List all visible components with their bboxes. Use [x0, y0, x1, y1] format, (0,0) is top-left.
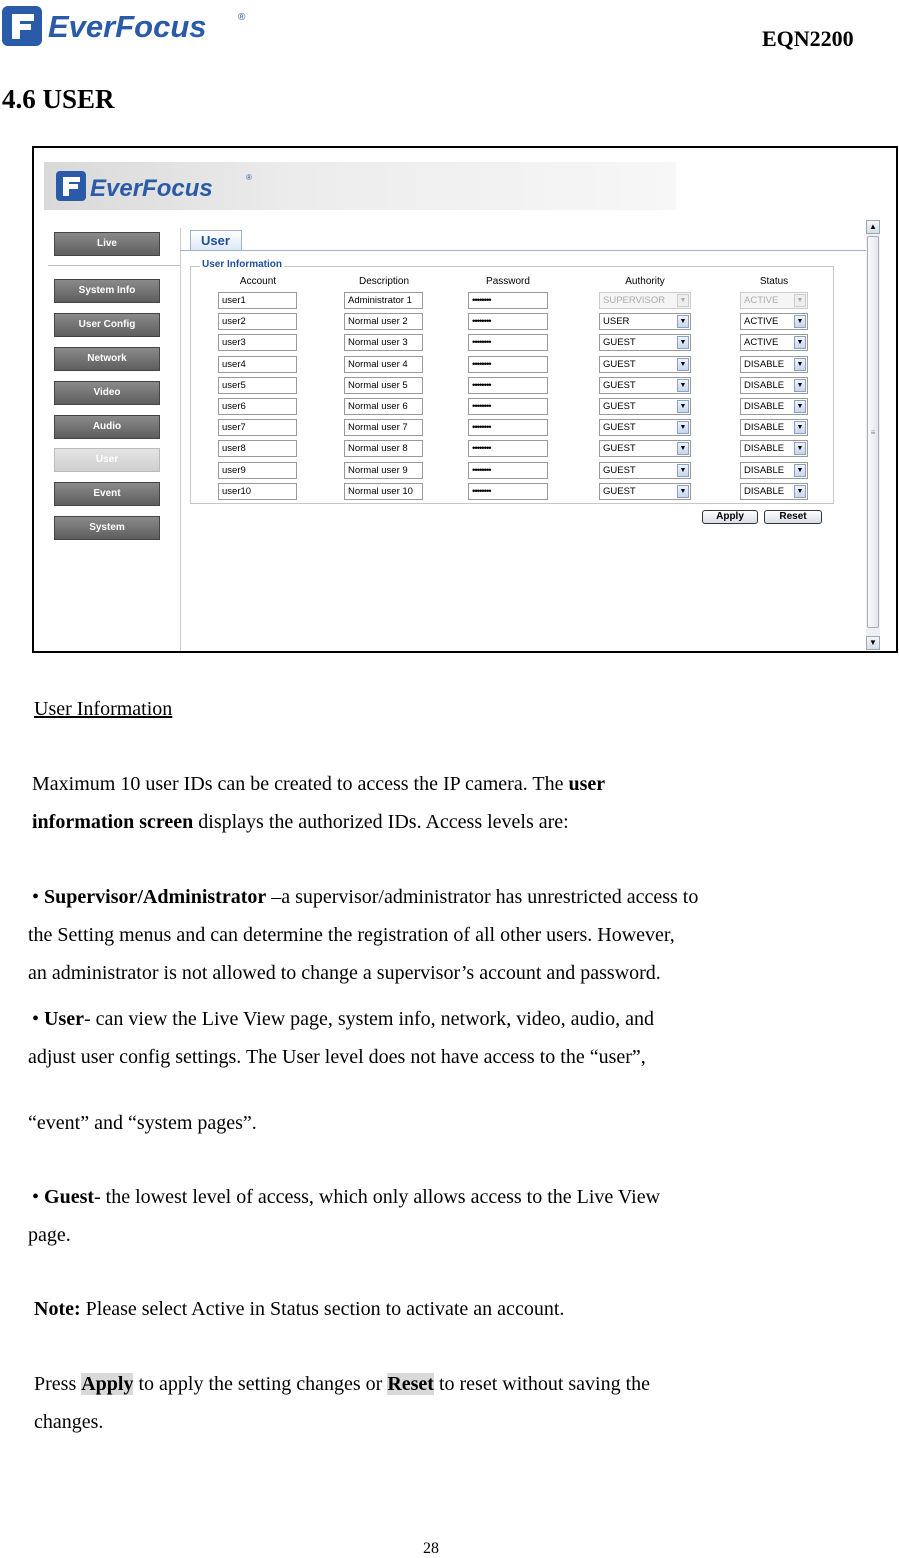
status-select[interactable]	[740, 398, 808, 415]
chevron-down-icon: ▼	[794, 336, 806, 349]
user-row	[34, 398, 834, 416]
chevron-down-icon: ▼	[794, 379, 806, 392]
status-value: DISABLE	[744, 443, 785, 455]
user-row	[34, 419, 834, 437]
chevron-down-icon: ▼	[677, 400, 689, 413]
status-value: DISABLE	[744, 464, 785, 476]
account-input[interactable]: user10	[218, 483, 297, 500]
supervisor-line-2: the Setting menus and can determine the registration of all other users. However,	[28, 924, 675, 946]
user-row	[34, 334, 834, 352]
description-input[interactable]: Normal user 8	[344, 440, 423, 457]
account-input[interactable]: user6	[218, 398, 297, 415]
password-input[interactable]: ••••••••	[468, 483, 548, 500]
page-number: 28	[423, 1540, 439, 1557]
user-row	[34, 292, 834, 310]
status-select[interactable]	[740, 440, 808, 457]
intro-bold: user	[568, 773, 606, 795]
supervisor-term: Supervisor/Administrator	[44, 886, 267, 908]
status-select[interactable]	[740, 356, 808, 373]
account-input[interactable]: user5	[218, 377, 297, 394]
chevron-down-icon: ▼	[677, 464, 689, 477]
press-text-3: to reset without saving the	[433, 1373, 651, 1395]
scroll-down-icon[interactable]: ▼	[866, 636, 880, 650]
everfocus-logo	[2, 4, 252, 48]
description-input[interactable]: Normal user 2	[344, 313, 423, 330]
nav-audio[interactable]: Audio	[54, 415, 160, 439]
bullet: •	[32, 1186, 45, 1208]
nav-system[interactable]: System	[54, 516, 160, 540]
guest-line-1	[32, 1178, 660, 1216]
authority-select[interactable]	[599, 356, 691, 373]
password-input[interactable]: ••••••••	[468, 356, 548, 373]
authority-select[interactable]	[599, 334, 691, 351]
authority-select[interactable]	[599, 398, 691, 415]
authority-value: GUEST	[603, 379, 636, 391]
bullet: •	[32, 1008, 45, 1030]
user-row	[34, 356, 834, 374]
nav-system-info[interactable]: System Info	[54, 279, 160, 303]
chevron-down-icon: ▼	[677, 336, 689, 349]
chevron-down-icon: ▼	[677, 315, 689, 328]
press-text: Press	[34, 1373, 82, 1395]
status-select	[740, 292, 808, 309]
chevron-down-icon: ▼	[677, 421, 689, 434]
account-input[interactable]: user2	[218, 313, 297, 330]
user-row	[34, 483, 834, 501]
authority-value: GUEST	[603, 337, 636, 349]
apply-highlight: Apply	[81, 1373, 134, 1395]
password-input[interactable]: ••••••••	[468, 313, 548, 330]
reset-highlight: Reset	[387, 1373, 434, 1395]
user-row	[34, 377, 834, 395]
status-value: ACTIVE	[744, 337, 779, 349]
model-number: EQN2200	[762, 26, 854, 51]
supervisor-line-1	[32, 878, 698, 916]
chevron-down-icon: ▼	[794, 400, 806, 413]
chevron-down-icon: ▼	[677, 358, 689, 371]
status-value: DISABLE	[744, 379, 785, 391]
scroll-up-icon[interactable]: ▲	[866, 220, 880, 234]
chevron-down-icon: ▼	[677, 442, 689, 455]
intro-bold-2: information screen	[32, 811, 194, 833]
description-input[interactable]: Normal user 5	[344, 377, 423, 394]
press-line-1	[34, 1365, 650, 1403]
user-line-1	[32, 1000, 654, 1038]
authority-value: GUEST	[603, 358, 636, 370]
reset-button[interactable]: Reset	[764, 510, 822, 524]
authority-value: GUEST	[603, 485, 636, 497]
description-input[interactable]: Normal user 3	[344, 334, 423, 351]
svg-text:®: ®	[246, 173, 252, 182]
description-input[interactable]: Normal user 7	[344, 419, 423, 436]
scroll-track[interactable]	[866, 234, 880, 636]
nav-separator	[48, 265, 180, 266]
note-line	[34, 1290, 564, 1328]
intro-line-1	[32, 765, 605, 803]
account-input[interactable]: user4	[218, 356, 297, 373]
supervisor-text: –a supervisor/administrator has unrestricted access to	[266, 886, 699, 908]
account-input[interactable]: user7	[218, 419, 297, 436]
svg-text:EverFocus: EverFocus	[90, 175, 213, 202]
status-value: ACTIVE	[744, 316, 779, 328]
status-select[interactable]	[740, 313, 808, 330]
user-line-2: adjust user config settings. The User level does not have access to the “user”,	[28, 1046, 646, 1068]
status-value: DISABLE	[744, 485, 785, 497]
authority-select[interactable]	[599, 313, 691, 330]
chevron-down-icon: ▼	[794, 464, 806, 477]
user-settings-screenshot	[32, 146, 898, 653]
password-input[interactable]: ••••••••	[468, 334, 548, 351]
user-text: - can view the Live View page, system info, network, video, audio, and	[84, 1008, 654, 1030]
note-label: Note:	[34, 1298, 81, 1320]
web-ui-banner	[44, 162, 676, 210]
password-input[interactable]: ••••••••	[468, 419, 548, 436]
chevron-down-icon: ▼	[794, 421, 806, 434]
status-value: DISABLE	[744, 422, 785, 434]
nav-live[interactable]: Live	[54, 232, 160, 256]
password-input[interactable]: ••••••••	[468, 440, 548, 457]
status-select[interactable]	[740, 377, 808, 394]
press-text-2: to apply the setting changes or	[133, 1373, 388, 1395]
account-input[interactable]: user9	[218, 462, 297, 479]
authority-value: GUEST	[603, 443, 636, 455]
tab-user[interactable]: User	[190, 230, 242, 250]
chevron-down-icon: ▼	[677, 294, 689, 307]
chevron-down-icon: ▼	[794, 294, 806, 307]
chevron-down-icon: ▼	[794, 485, 806, 498]
status-value: DISABLE	[744, 401, 785, 412]
password-input[interactable]: ••••••••	[468, 398, 548, 415]
press-line-2: changes.	[34, 1411, 104, 1433]
vertical-scrollbar[interactable]	[866, 220, 880, 650]
account-input[interactable]: user3	[218, 334, 297, 351]
description-input[interactable]: Normal user 6	[344, 398, 423, 415]
user-row	[34, 462, 834, 480]
svg-text:EverFocus: EverFocus	[48, 9, 207, 44]
status-value: ACTIVE	[744, 295, 779, 306]
description-input[interactable]: Normal user 10	[344, 483, 423, 500]
authority-select[interactable]	[599, 483, 691, 500]
authority-value: GUEST	[603, 401, 636, 412]
description-input[interactable]: Normal user 9	[344, 462, 423, 479]
authority-select[interactable]	[599, 462, 691, 479]
nav-event[interactable]: Event	[54, 482, 160, 506]
guest-text: - the lowest level of access, which only allows access to the Live View	[94, 1186, 661, 1208]
description-input[interactable]: Normal user 4	[344, 356, 423, 373]
note-text: Please select Active in Status section to activate an account.	[80, 1298, 565, 1320]
nav-video[interactable]: Video	[54, 381, 160, 405]
password-input[interactable]: ••••••••	[468, 377, 548, 394]
authority-value: GUEST	[603, 464, 636, 476]
nav-user[interactable]: User	[54, 448, 160, 472]
intro-line-2	[32, 803, 569, 841]
col-authority: Authority	[625, 276, 665, 287]
nav-network[interactable]: Network	[54, 347, 160, 371]
password-input[interactable]: ••••••••	[468, 292, 548, 309]
chevron-down-icon: ▼	[794, 442, 806, 455]
status-value: DISABLE	[744, 358, 785, 370]
user-row	[34, 440, 834, 458]
authority-select[interactable]	[599, 419, 691, 436]
user-information-legend: User Information	[202, 259, 283, 270]
col-password: Password	[486, 276, 530, 287]
apply-button[interactable]: Apply	[702, 510, 758, 524]
intro-text: Maximum 10 user IDs can be created to access the IP camera. The	[32, 773, 569, 795]
col-status: Status	[759, 276, 789, 287]
subheading-user-information: User Information	[34, 698, 173, 720]
chevron-down-icon: ▼	[677, 485, 689, 498]
tab-underline	[180, 250, 866, 251]
status-select[interactable]	[740, 334, 808, 351]
guest-line-2: page.	[28, 1224, 71, 1246]
description-input[interactable]: Administrator 1	[344, 292, 423, 309]
section-title: 4.6 USER	[2, 84, 115, 114]
guest-term: Guest	[44, 1186, 95, 1208]
bullet: •	[32, 886, 45, 908]
account-input[interactable]: user1	[218, 292, 297, 309]
status-select[interactable]	[740, 483, 808, 500]
user-row	[34, 313, 834, 331]
account-input[interactable]: user8	[218, 440, 297, 457]
status-select[interactable]	[740, 419, 808, 436]
authority-select[interactable]	[599, 440, 691, 457]
intro-text-2: displays the authorized IDs. Access levels are:	[193, 811, 569, 833]
user-term: User	[44, 1008, 84, 1030]
scroll-thumb[interactable]: ≡	[867, 236, 879, 628]
everfocus-logo-small	[56, 168, 256, 204]
authority-value: SUPERVISOR	[603, 295, 666, 306]
chevron-down-icon: ▼	[794, 315, 806, 328]
supervisor-line-3: an administrator is not allowed to change a supervisor’s account and password.	[28, 962, 661, 984]
col-description: Description	[358, 276, 410, 287]
chevron-down-icon: ▼	[794, 358, 806, 371]
status-select[interactable]	[740, 462, 808, 479]
svg-text:®: ®	[238, 12, 246, 23]
chevron-down-icon: ▼	[677, 379, 689, 392]
authority-value: GUEST	[603, 422, 636, 434]
authority-select	[599, 292, 691, 309]
authority-value: USER	[603, 316, 630, 328]
password-input[interactable]: ••••••••	[468, 462, 548, 479]
col-account: Account	[239, 276, 277, 287]
authority-select[interactable]	[599, 377, 691, 394]
user-line-3: “event” and “system pages”.	[28, 1112, 257, 1134]
nav-user-config[interactable]: User Config	[54, 313, 160, 337]
